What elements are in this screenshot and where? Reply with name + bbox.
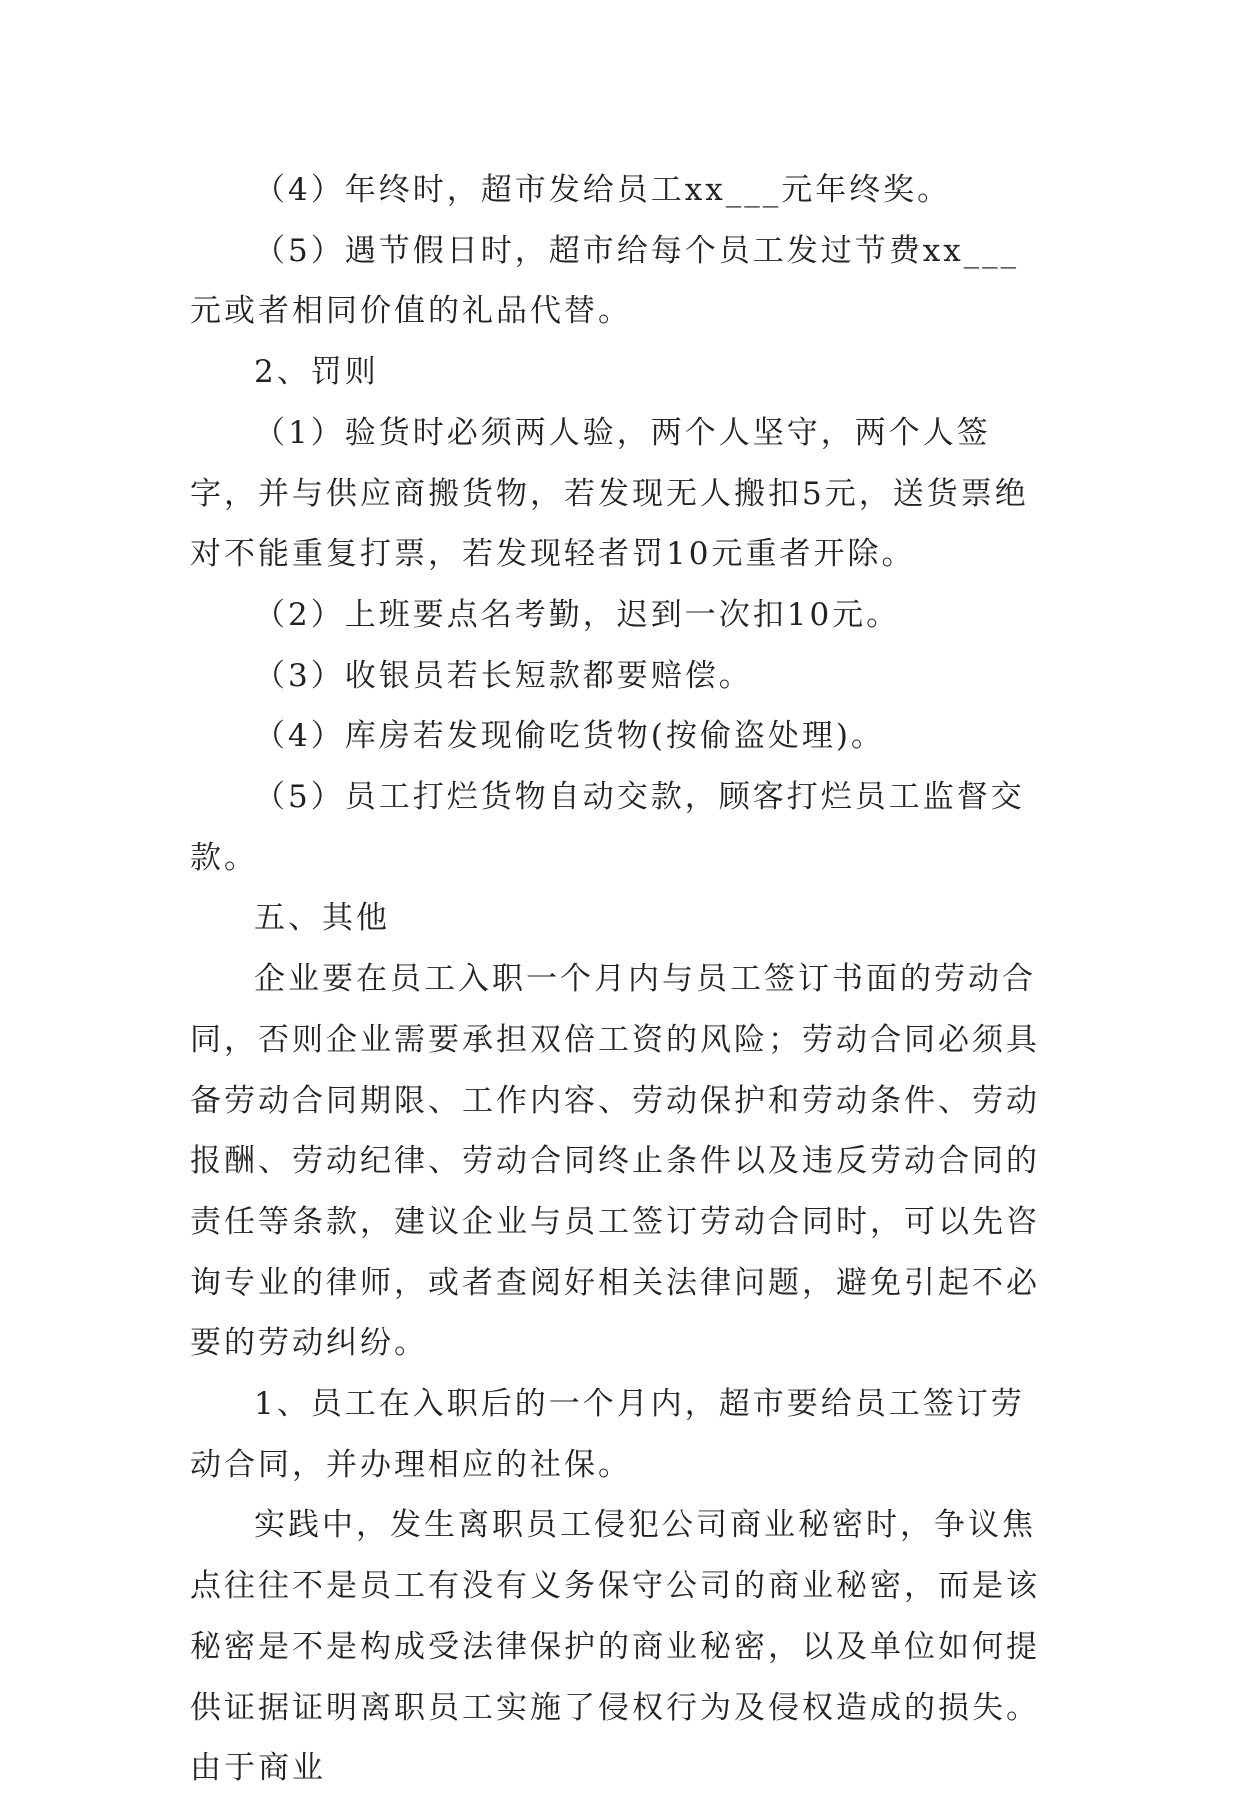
paragraph-broken-goods: （5）员工打烂货物自动交款，顾客打烂员工监督交款。 — [190, 779, 1025, 876]
paragraph-attendance: （2）上班要点名考勤，迟到一次扣10元。 — [254, 596, 901, 633]
paragraph-cashier: （3）收银员若长短款都要赔偿。 — [254, 657, 753, 694]
paragraph-labor-contract: 企业要在员工入职一个月内与员工签订书面的劳动合同，否则企业需要承担双倍工资的风险；劳动合同必须具备劳动合同期限、工作内容、劳动保护和劳动条件、劳动报酬、劳动纪律、劳动合同终止条件以及违反劳动合同的责任等条款，建议企业与员工签订劳动合同时，可以先咨询专业的律师，或者查阅好相关法律问题，避免引起不必要的劳动纠纷。 — [190, 961, 1040, 1362]
paragraph-goods-inspection: （1）验货时必须两人验，两个人坚守，两个人签字，并与供应商搬货物，若发现无人搬扣5元，送货票绝对不能重复打票，若发现轻者罚10元重者开除。 — [190, 414, 1029, 573]
paragraph-social-insurance: 1、员工在入职后的一个月内，超市要给员工签订劳动合同，并办理相应的社保。 — [190, 1386, 1025, 1483]
paragraph-year-end-bonus: （4）年终时，超市发给员工xx___元年终奖。 — [254, 172, 952, 208]
paragraph-holiday-allowance: （5）遇节假日时，超市给每个员工发过节费xx___元或者相同价值的礼品代替。 — [190, 232, 1020, 330]
document-body — [190, 160, 1050, 1799]
paragraph-trade-secrets: 实践中，发生离职员工侵犯公司商业秘密时，争议焦点往往不是员工有没有义务保守公司的商业秘密，而是该秘密是不是构成受法律保护的商业秘密，以及单位如何提供证据证明离职员工实施了侵权行为及侵权造成的损失。由于商业 — [190, 1507, 1040, 1787]
paragraph-warehouse: （4）库房若发现偷吃货物(按偷盗处理)。 — [254, 718, 885, 755]
section-heading-penalties: 2、罚则 — [254, 354, 379, 391]
section-heading-other: 五、其他 — [254, 900, 390, 937]
